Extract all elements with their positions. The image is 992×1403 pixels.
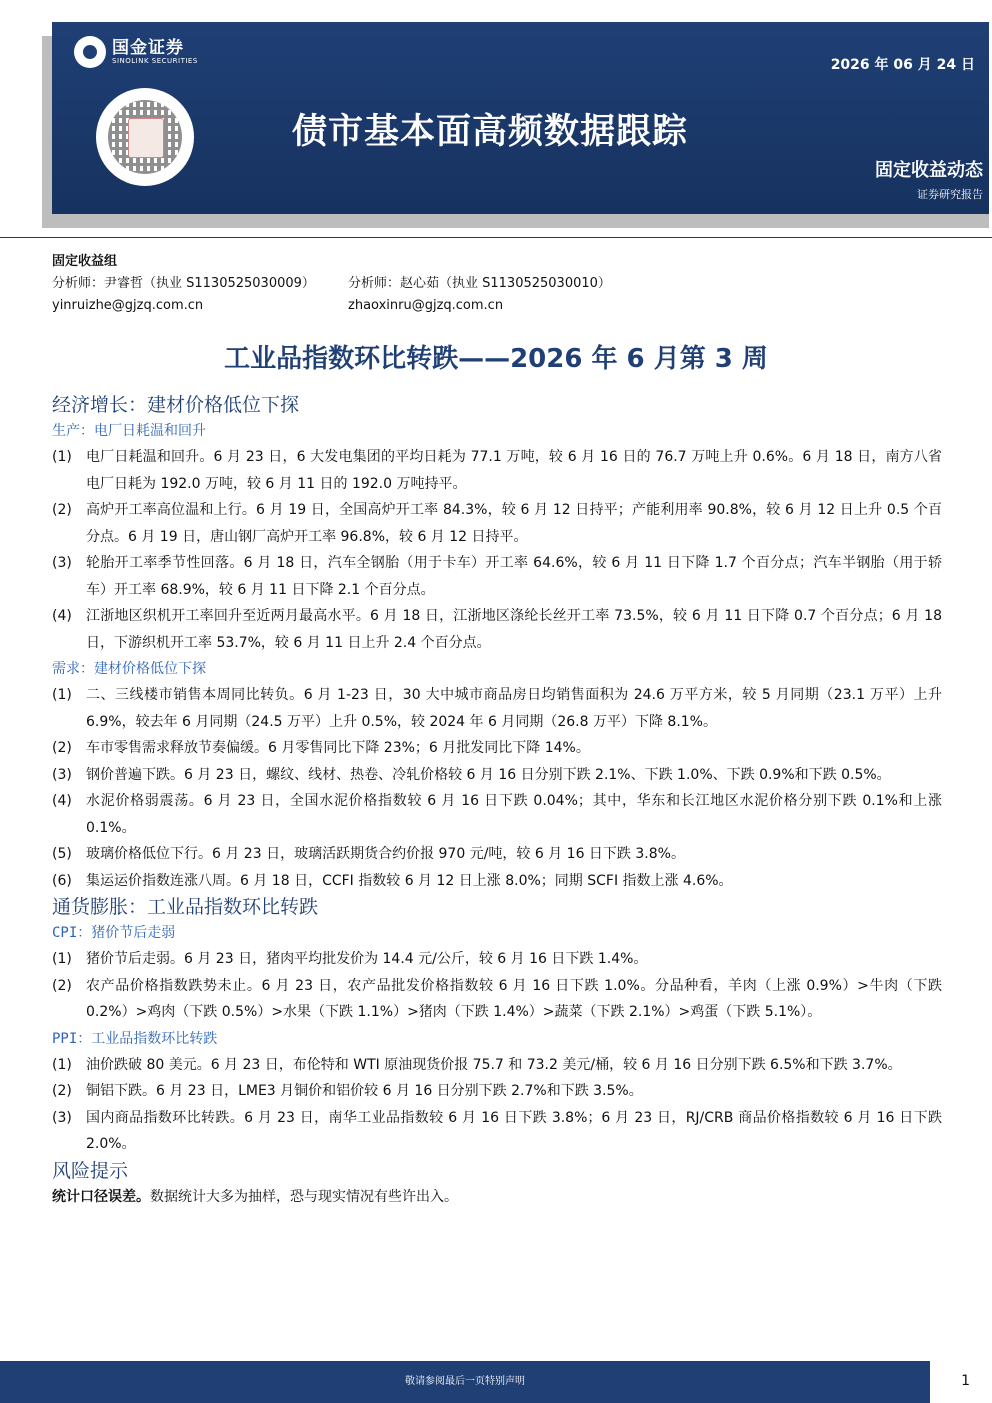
item-number: (2)	[52, 977, 72, 994]
item-number: (2)	[52, 502, 72, 518]
item-number: (5)	[52, 846, 72, 862]
item-number: (1)	[52, 449, 72, 465]
item-text: 高炉开工率高位温和上行。6 月 19 日，全国高炉开工率 84.3%，较 6 月 12 日持平；产能利用率 90.8%，较 6 月 12 日上升 0.5 个百分点。6 月 19 日，唐山钢厂高炉开工率 96.8%，较 6 月 12 日持平。	[86, 502, 942, 545]
list-item	[52, 682, 942, 735]
list-item	[52, 497, 942, 550]
footer-bar	[0, 1361, 930, 1403]
risk-detail: 数据统计大多为抽样，恐与现实情况有些许出入。	[150, 1188, 458, 1205]
ppi-list	[52, 1052, 942, 1158]
list-item	[52, 841, 942, 868]
cpi-list	[52, 946, 942, 1026]
report-subtype: 证券研究报告	[917, 188, 983, 201]
list-item	[52, 788, 942, 841]
logo-en: SINOLINK SECURITIES	[112, 57, 198, 65]
section-inflation-title: 通货膨胀：工业品指数环比转跌	[52, 896, 319, 918]
item-number: (4)	[52, 608, 72, 624]
page-number: 1	[961, 1373, 970, 1389]
header-divider	[0, 237, 992, 238]
item-text: 油价跌破 80 美元。6 月 23 日，布伦特和 WTI 原油现货价报 75.7 和 73.2 美元/桶，较 6 月 16 日分别下跌 6.5%和下跌 3.7%。	[86, 1056, 902, 1073]
item-number: (6)	[52, 872, 72, 889]
item-number: (1)	[52, 1056, 72, 1073]
list-item	[52, 550, 942, 603]
list-item	[52, 1105, 942, 1158]
item-text: 集运运价指数连涨八周。6 月 18 日，CCFI 指数较 6 月 12 日上涨 8.0%；同期 SCFI 指数上涨 4.6%。	[86, 872, 733, 889]
item-text: 江浙地区织机开工率回升至近两月最高水平。6 月 18 日，江浙地区涤纶长丝开工率 73.5%，较 6 月 11 日下降 0.7 个百分点；6 月 18 日，下游织机开工率 53.7%，较 6 月 11 日上升 2.4 个百分点。	[86, 608, 942, 651]
section-growth-title: 经济增长：建材价格低位下探	[52, 394, 300, 416]
item-number: (2)	[52, 1083, 72, 1099]
item-text: 车市零售需求释放节奏偏缓。6 月零售同比下降 23%；6 月批发同比下降 14%。	[86, 740, 590, 756]
list-item	[52, 946, 942, 973]
list-item	[52, 603, 942, 656]
report-body	[52, 392, 942, 1210]
item-number: (3)	[52, 1109, 72, 1126]
production-list	[52, 444, 942, 656]
item-number: (3)	[52, 766, 72, 783]
list-item	[52, 973, 942, 1026]
risk-bold: 统计口径误差。	[52, 1188, 150, 1205]
section-risk-title: 风险提示	[52, 1159, 129, 1182]
list-item	[52, 868, 942, 895]
report-date: 2026 年 06 月 24 日	[830, 57, 975, 73]
page-title: 工业品指数环比转跌——2026 年 6 月第 3 周	[224, 344, 768, 374]
item-number: (4)	[52, 793, 72, 809]
demand-list	[52, 682, 942, 894]
report-banner	[52, 22, 989, 214]
list-item	[52, 444, 942, 497]
report-series-title: 债市基本面高频数据跟踪	[292, 112, 689, 152]
item-text: 轮胎开工率季节性回落。6 月 18 日，汽车全钢胎（用于卡车）开工率 64.6%，较 6 月 11 日下降 1.7 个百分点；汽车半钢胎（用于轿车）开工率 68.9%，较 6 月 11 日下降 2.1 个百分点。	[86, 555, 942, 598]
item-text: 农产品价格指数跌势未止。6 月 23 日，农产品批发价格指数较 6 月 16 日下跌 1.0%。分品种看，羊肉（上涨 0.9%）>牛肉（下跌 0.2%）>鸡肉（下跌 0.5%）>水果（下跌 1.1%）>猪肉（下跌 1.4%）>蔬菜（下跌 2.1%）>鸡蛋（下跌 5.1%）。	[86, 977, 942, 1020]
list-item	[52, 735, 942, 762]
item-number: (3)	[52, 555, 72, 571]
item-number: (1)	[52, 687, 72, 703]
item-text: 电厂日耗温和回升。6 月 23 日，6 大发电集团的平均日耗为 77.1 万吨，较 6 月 16 日的 76.7 万吨上升 0.6%。6 月 18 日，南方八省电厂日耗为 192.0 万吨，较 6 月 11 日的 192.0 万吨持平。	[86, 449, 942, 492]
analyst-1-email[interactable]: yinruizhe@gjzq.com.cn	[52, 298, 204, 313]
production-subtitle: 生产：电厂日耗温和回升	[52, 423, 206, 439]
analyst-info	[52, 251, 611, 317]
analyst-1: 分析师：尹睿哲（执业 S1130525030009）	[52, 276, 315, 291]
analyst-2: 分析师：赵心茹（执业 S1130525030010）	[348, 276, 611, 291]
company-logo	[74, 36, 198, 68]
ppi-subtitle: PPI：工业品指数环比转跌	[52, 1030, 218, 1047]
item-text: 水泥价格弱震荡。6 月 23 日，全国水泥价格指数较 6 月 16 日下跌 0.04%；其中，华东和长江地区水泥价格分别下跌 0.1%和上涨 0.1%。	[86, 793, 942, 836]
item-number: (2)	[52, 740, 72, 756]
item-text: 二、三线楼市销售本周同比转负。6 月 1-23 日，30 大中城市商品房日均销售面积为 24.6 万平方米，较 5 月同期（23.1 万平）上升 6.9%，较去年 6 月同期（24.5 万平）上升 0.5%，较 2024 年 6 月同期（26.8 万平）下降 8.1%。	[86, 687, 942, 730]
item-text: 玻璃价格低位下行。6 月 23 日，玻璃活跃期货合约价报 970 元/吨，较 6 月 16 日下跌 3.8%。	[86, 846, 685, 862]
list-item	[52, 1052, 942, 1079]
list-item	[52, 762, 942, 789]
analyst-2-email[interactable]: zhaoxinru@gjzq.com.cn	[348, 298, 504, 313]
item-text: 铜铝下跌。6 月 23 日，LME3 月铜价和铝价较 6 月 16 日分别下跌 2.7%和下跌 3.5%。	[86, 1083, 643, 1099]
footer-disclaimer[interactable]: 敬请参阅最后一页特别声明	[405, 1376, 525, 1387]
cpi-subtitle: CPI：猪价节后走弱	[52, 925, 176, 941]
demand-subtitle: 需求：建材价格低位下探	[52, 661, 206, 677]
qr-code-icon	[96, 88, 194, 186]
item-number: (1)	[52, 951, 72, 967]
logo-cn: 国金证券	[112, 38, 184, 58]
report-type: 固定收益动态	[875, 160, 983, 181]
item-text: 猪价节后走弱。6 月 23 日，猪肉平均批发价为 14.4 元/公斤，较 6 月 16 日下跌 1.4%。	[86, 951, 648, 967]
item-text: 钢价普遍下跌。6 月 23 日，螺纹、线材、热卷、冷轧价格较 6 月 16 日分别下跌 2.1%、下跌 1.0%、下跌 0.9%和下跌 0.5%。	[86, 766, 891, 783]
logo-mark-icon	[74, 36, 106, 68]
list-item	[52, 1078, 942, 1105]
team-name: 固定收益组	[52, 254, 118, 269]
risk-text	[52, 1184, 942, 1210]
item-text: 国内商品指数环比转跌。6 月 23 日，南华工业品指数较 6 月 16 日下跌 3.8%；6 月 23 日，RJ/CRB 商品价格指数较 6 月 16 日下跌 2.0%。	[86, 1109, 942, 1152]
